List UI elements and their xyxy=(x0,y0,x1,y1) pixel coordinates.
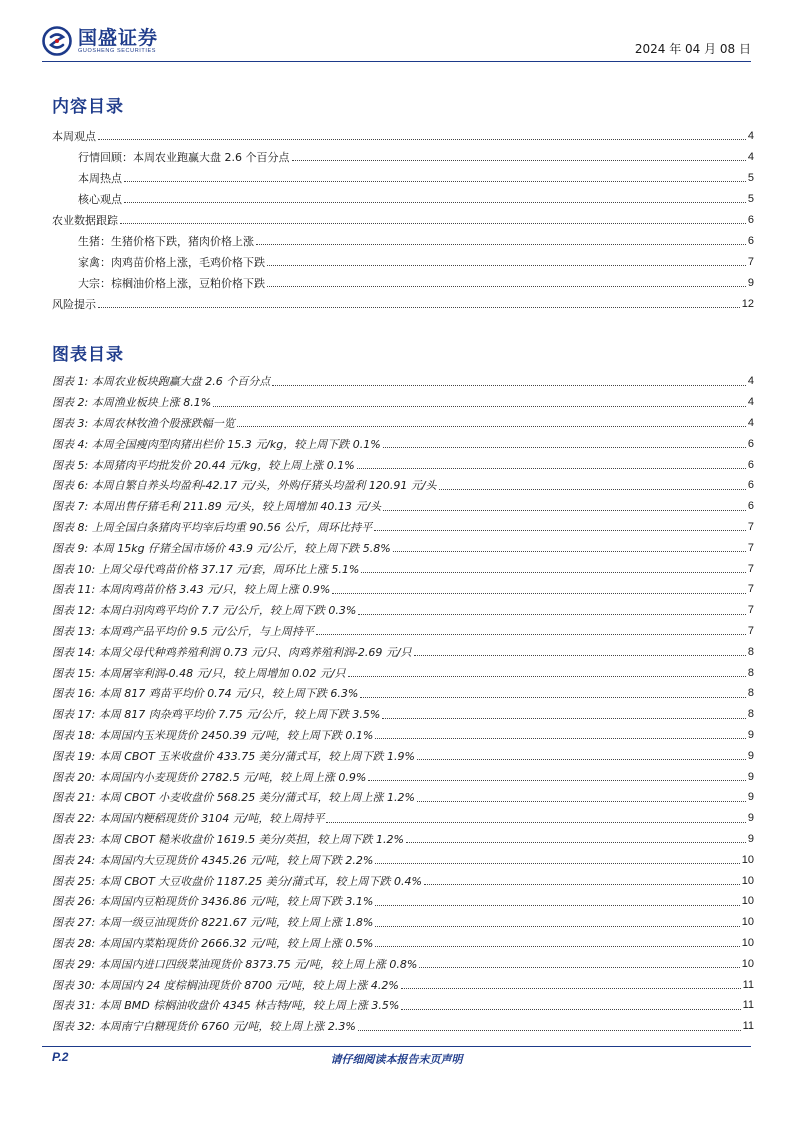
figure-entry-page: 9 xyxy=(747,770,754,783)
figure-entry-caption: 本周国内进口四级菜油现货价 8373.75 元/吨，较上周上涨 0.8% xyxy=(98,957,418,971)
figure-entry-text xyxy=(52,665,348,681)
figure-entry-text xyxy=(52,498,383,514)
figure-entry[interactable] xyxy=(52,621,754,642)
figure-entry-page: 7 xyxy=(747,541,754,554)
footer-divider xyxy=(42,1046,751,1047)
leader-dots xyxy=(267,286,746,287)
figure-entry-label: 图表 21: xyxy=(52,791,96,805)
figure-entry-text xyxy=(52,893,375,909)
leader-dots xyxy=(417,759,746,760)
leader-dots xyxy=(368,780,746,781)
figure-entry-text xyxy=(52,852,375,868)
leader-dots xyxy=(316,634,746,635)
figure-entry-page: 8 xyxy=(747,666,754,679)
contents-entry-text: 生猪：生猪价格下跌，猪肉价格上涨 xyxy=(78,234,254,248)
contents-entry-page: 12 xyxy=(741,297,754,310)
figure-entry[interactable] xyxy=(52,933,754,954)
figure-entry-text xyxy=(52,935,375,951)
figure-entry-text xyxy=(52,789,417,805)
figure-entry[interactable] xyxy=(52,870,754,891)
contents-entry-text: 本周热点 xyxy=(78,171,122,185)
figure-entry-text xyxy=(52,623,316,639)
figure-entry[interactable] xyxy=(52,517,754,538)
figure-entry-caption: 本周 CBOT 大豆收盘价 1187.25 美分/蒲式耳，较上周下跌 0.4% xyxy=(98,874,422,888)
figure-entry-caption: 本周国内大豆现货价 4345.26 元/吨，较上周下跌 2.2% xyxy=(98,853,374,867)
figure-entry-text xyxy=(52,415,237,431)
contents-entry-text: 核心观点 xyxy=(78,192,122,206)
leader-dots xyxy=(382,718,746,719)
figures-list xyxy=(52,371,754,1037)
figure-entry-caption: 本周南宁白糖现货价 6760 元/吨，较上周上涨 2.3% xyxy=(98,1020,356,1034)
figure-entry-caption: 本周全国瘦肉型肉猪出栏价 15.3 元/kg，较上周下跌 0.1% xyxy=(91,437,381,451)
contents-entry[interactable] xyxy=(52,230,754,251)
figure-entry[interactable] xyxy=(52,371,754,392)
figure-entry-caption: 本周出售仔猪毛利 211.89 元/头，较上周增加 40.13 元/头 xyxy=(91,500,382,514)
figure-entry-text xyxy=(52,810,326,826)
contents-entry-page: 4 xyxy=(747,129,754,142)
figure-entry[interactable] xyxy=(52,891,754,912)
figure-entry-label: 图表 28: xyxy=(52,936,96,950)
leader-dots xyxy=(256,244,746,245)
figure-entry-label: 图表 32: xyxy=(52,1020,96,1034)
leader-dots xyxy=(358,614,746,615)
figure-entry[interactable] xyxy=(52,808,754,829)
figure-entry-caption: 本周农林牧渔个股涨跌幅一览 xyxy=(91,416,235,430)
figure-entry-label: 图表 9: xyxy=(52,541,89,555)
figure-entry-label: 图表 19: xyxy=(52,749,96,763)
leader-dots xyxy=(375,905,739,906)
figure-entry[interactable] xyxy=(52,745,754,766)
leader-dots xyxy=(414,655,746,656)
figure-entry[interactable] xyxy=(52,849,754,870)
leader-dots xyxy=(383,447,746,448)
logo-english-name: GUOSHENG SECURITIES xyxy=(78,47,157,54)
figure-entry[interactable] xyxy=(52,392,754,413)
figure-entry-label: 图表 16: xyxy=(52,687,96,701)
figure-entry[interactable] xyxy=(52,496,754,517)
figure-entry-text xyxy=(52,373,272,389)
figure-entry-caption: 本周国内玉米现货价 2450.39 元/吨，较上周下跌 0.1% xyxy=(98,728,374,742)
contents-entry-text: 本周观点 xyxy=(52,129,96,143)
figure-entry-text xyxy=(52,602,358,618)
figure-entry-text xyxy=(52,769,368,785)
leader-dots xyxy=(417,801,746,802)
leader-dots xyxy=(357,468,746,469)
figure-entry[interactable] xyxy=(52,766,754,787)
figure-entry-page: 11 xyxy=(742,978,754,991)
figure-entry-label: 图表 15: xyxy=(52,666,96,680)
figure-entry-page: 11 xyxy=(742,999,754,1012)
figure-entry[interactable] xyxy=(52,829,754,850)
contents-entry[interactable] xyxy=(52,251,754,272)
figure-entry-caption: 本周自繁自养头均盈利-42.17 元/头，外购仔猪头均盈利 120.91 元/头 xyxy=(91,479,437,493)
figure-entry-page: 7 xyxy=(747,520,754,533)
figure-entry-label: 图表 10: xyxy=(52,562,96,576)
figure-entry-text xyxy=(52,1018,358,1034)
figure-entry-page: 9 xyxy=(747,749,754,762)
figure-entry-label: 图表 1: xyxy=(52,375,89,389)
figures-title: 图表目录 xyxy=(52,345,124,365)
figure-entry[interactable] xyxy=(52,1016,754,1037)
figure-entry-label: 图表 31: xyxy=(52,999,96,1013)
figure-entry[interactable] xyxy=(52,974,754,995)
figure-entry-page: 10 xyxy=(741,936,754,949)
leader-dots xyxy=(98,139,746,140)
figure-entry[interactable] xyxy=(52,995,754,1016)
figure-entry-caption: 本周 817 肉杂鸡平均价 7.75 元/公斤，较上周下跌 3.5% xyxy=(98,708,381,722)
figure-entry-caption: 本周国内粳稻现货价 3104 元/吨，较上周持平 xyxy=(98,812,325,826)
figure-entry-text xyxy=(52,519,374,535)
figure-entry-page: 9 xyxy=(747,832,754,845)
figure-entry-text xyxy=(52,561,361,577)
figure-entry-page: 8 xyxy=(747,708,754,721)
figure-entry-label: 图表 22: xyxy=(52,812,96,826)
figure-entry-caption: 本周父母代种鸡养殖利润 0.73 元/只、肉鸡养殖利润-2.69 元/只 xyxy=(98,645,412,659)
figure-entry-label: 图表 14: xyxy=(52,645,96,659)
figure-entry-page: 6 xyxy=(747,479,754,492)
figure-entry-caption: 本周国内小麦现货价 2782.5 元/吨，较上周上涨 0.9% xyxy=(98,770,367,784)
figure-entry-page: 4 xyxy=(747,396,754,409)
figure-entry-text xyxy=(52,706,382,722)
figure-entry-page: 7 xyxy=(747,562,754,575)
leader-dots xyxy=(375,946,739,947)
figure-entry-caption: 本周屠宰利润-0.48 元/只，较上周增加 0.02 元/只 xyxy=(98,666,346,680)
figure-entry-caption: 上周全国白条猪肉平均宰后均重 90.56 公斤，周环比持平 xyxy=(91,520,373,534)
figure-entry-label: 图表 27: xyxy=(52,916,96,930)
figure-entry-text xyxy=(52,977,401,993)
figure-entry-page: 10 xyxy=(741,916,754,929)
figure-entry-label: 图表 20: xyxy=(52,770,96,784)
figure-entry-page: 9 xyxy=(747,728,754,741)
leader-dots xyxy=(393,551,746,552)
figure-entry-label: 图表 26: xyxy=(52,895,96,909)
leader-dots xyxy=(361,572,746,573)
figure-entry-caption: 本周 817 鸡苗平均价 0.74 元/只，较上周下跌 6.3% xyxy=(98,687,359,701)
figure-entry[interactable] xyxy=(52,787,754,808)
figure-entry-text xyxy=(52,477,439,493)
figure-entry-text xyxy=(52,394,213,410)
figure-entry-page: 10 xyxy=(741,957,754,970)
disclaimer-note: 请仔细阅读本报告末页声明 xyxy=(330,1053,463,1066)
figure-entry-caption: 本周白羽肉鸡平均价 7.7 元/公斤，较上周下跌 0.3% xyxy=(98,604,357,618)
contents-entry[interactable] xyxy=(52,272,754,293)
figure-entry[interactable] xyxy=(52,579,754,600)
figure-entry[interactable] xyxy=(52,558,754,579)
figure-entry-label: 图表 24: xyxy=(52,853,96,867)
figure-entry-label: 图表 3: xyxy=(52,416,89,430)
contents-entry-page: 5 xyxy=(747,192,754,205)
figure-entry-text xyxy=(52,831,406,847)
figure-entry-caption: 本周 15kg 仔猪全国市场价 43.9 元/公斤，较上周下跌 5.8% xyxy=(91,541,391,555)
figure-entry-text xyxy=(52,457,357,473)
figure-entry[interactable] xyxy=(52,912,754,933)
leader-dots xyxy=(439,489,746,490)
figure-entry-text xyxy=(52,685,360,701)
figure-entry-caption: 本周 CBOT 糙米收盘价 1619.5 美分/英担，较上周下跌 1.2% xyxy=(98,832,404,846)
leader-dots xyxy=(237,426,746,427)
figure-entry-label: 图表 2: xyxy=(52,396,89,410)
figure-entry-text xyxy=(52,727,375,743)
figure-entry-text xyxy=(52,914,375,930)
figure-entry-page: 7 xyxy=(747,583,754,596)
leader-dots xyxy=(332,593,746,594)
figure-entry[interactable] xyxy=(52,725,754,746)
figure-entry-label: 图表 29: xyxy=(52,957,96,971)
figure-entry[interactable] xyxy=(52,413,754,434)
figure-entry-caption: 本周肉鸡苗价格 3.43 元/只，较上周上涨 0.9% xyxy=(98,583,331,597)
figure-entry-caption: 本周 CBOT 玉米收盘价 433.75 美分/蒲式耳，较上周下跌 1.9% xyxy=(98,749,415,763)
leader-dots xyxy=(348,676,746,677)
figure-entry-text xyxy=(52,540,393,556)
leader-dots xyxy=(326,822,745,823)
figure-entry-page: 4 xyxy=(747,375,754,388)
leader-dots xyxy=(406,842,746,843)
figure-entry-label: 图表 12: xyxy=(52,604,96,618)
leader-dots xyxy=(419,967,739,968)
leader-dots xyxy=(120,223,746,224)
figure-entry-label: 图表 18: xyxy=(52,728,96,742)
contents-entry[interactable] xyxy=(52,209,754,230)
logo-chinese-name: 国盛证券 xyxy=(78,26,159,49)
contents-list xyxy=(52,125,754,314)
figure-entry-label: 图表 25: xyxy=(52,874,96,888)
contents-entry-text: 农业数据跟踪 xyxy=(52,213,118,227)
figure-entry-label: 图表 6: xyxy=(52,479,89,493)
figure-entry-page: 4 xyxy=(747,416,754,429)
leader-dots xyxy=(98,307,740,308)
figure-entry-label: 图表 17: xyxy=(52,708,96,722)
figure-entry[interactable] xyxy=(52,433,754,454)
figure-entry-page: 9 xyxy=(747,791,754,804)
contents-entry-page: 7 xyxy=(747,255,754,268)
figure-entry-text xyxy=(52,748,417,764)
figure-entry-text xyxy=(52,644,414,660)
leader-dots xyxy=(272,385,746,386)
figure-entry-label: 图表 30: xyxy=(52,978,96,992)
contents-entry-page: 9 xyxy=(747,276,754,289)
figure-entry[interactable] xyxy=(52,454,754,475)
contents-entry-page: 5 xyxy=(747,171,754,184)
figure-entry-caption: 本周 BMD 棕榈油收盘价 4345 林吉特/吨，较上周上涨 3.5% xyxy=(98,999,400,1013)
figure-entry-caption: 本周农业板块跑赢大盘 2.6 个百分点 xyxy=(91,375,271,389)
contents-entry-page: 4 xyxy=(747,150,754,163)
figure-entry-label: 图表 5: xyxy=(52,458,89,472)
figure-entry-caption: 本周国内 24 度棕榈油现货价 8700 元/吨，较上周上涨 4.2% xyxy=(98,978,399,992)
leader-dots xyxy=(360,697,746,698)
figure-entry-caption: 本周国内豆粕现货价 3436.86 元/吨，较上周下跌 3.1% xyxy=(98,895,374,909)
figure-entry-page: 6 xyxy=(747,500,754,513)
figure-entry[interactable] xyxy=(52,641,754,662)
figure-entry[interactable] xyxy=(52,475,754,496)
figure-entry[interactable] xyxy=(52,683,754,704)
figure-entry-label: 图表 7: xyxy=(52,500,89,514)
figure-entry-label: 图表 8: xyxy=(52,520,89,534)
figure-entry-page: 6 xyxy=(747,437,754,450)
leader-dots xyxy=(292,160,746,161)
figure-entry[interactable] xyxy=(52,600,754,621)
figure-entry-caption: 本周鸡产品平均价 9.5 元/公斤，与上周持平 xyxy=(98,624,314,638)
contents-entry[interactable] xyxy=(52,146,754,167)
contents-entry-text: 家禽：肉鸡苗价格上涨，毛鸡价格下跌 xyxy=(78,255,265,269)
contents-entry[interactable] xyxy=(52,125,754,146)
figure-entry-page: 9 xyxy=(747,812,754,825)
figure-entry[interactable] xyxy=(52,662,754,683)
leader-dots xyxy=(375,926,739,927)
figure-entry[interactable] xyxy=(52,537,754,558)
figure-entry-text xyxy=(52,436,383,452)
contents-entry[interactable] xyxy=(52,293,754,314)
figure-entry-caption: 本周国内菜粕现货价 2666.32 元/吨，较上周上涨 0.5% xyxy=(98,936,374,950)
contents-entry-page: 6 xyxy=(747,213,754,226)
contents-entry-text: 大宗：棕榈油价格上涨，豆粕价格下跌 xyxy=(78,276,265,290)
figure-entry[interactable] xyxy=(52,953,754,974)
leader-dots xyxy=(375,863,739,864)
contents-entry-text: 风险提示 xyxy=(52,297,96,311)
figure-entry-text xyxy=(52,581,332,597)
figure-entry-page: 7 xyxy=(747,604,754,617)
figure-entry-label: 图表 11: xyxy=(52,583,96,597)
figure-entry-page: 8 xyxy=(747,687,754,700)
leader-dots xyxy=(375,738,746,739)
page-header xyxy=(0,0,793,70)
figure-entry-label: 图表 13: xyxy=(52,624,96,638)
leader-dots xyxy=(358,1030,741,1031)
figure-entry-page: 6 xyxy=(747,458,754,471)
figure-entry-page: 10 xyxy=(741,874,754,887)
figure-entry-label: 图表 23: xyxy=(52,832,96,846)
figure-entry-text xyxy=(52,997,401,1013)
figure-entry-page: 11 xyxy=(742,1020,754,1033)
figure-entry-page: 10 xyxy=(741,853,754,866)
leader-dots xyxy=(213,406,746,407)
figure-entry-caption: 本周 CBOT 小麦收盘价 568.25 美分/蒲式耳，较上周上涨 1.2% xyxy=(98,791,415,805)
contents-entry[interactable] xyxy=(52,167,754,188)
leader-dots xyxy=(424,884,740,885)
leader-dots xyxy=(124,202,746,203)
report-date: 2024 年 04 月 08 日 xyxy=(634,42,751,56)
leader-dots xyxy=(401,988,741,989)
figure-entry-page: 10 xyxy=(741,895,754,908)
figure-entry-text xyxy=(52,956,419,972)
page-number: P.2 xyxy=(52,1050,69,1064)
figure-entry-page: 7 xyxy=(747,624,754,637)
figure-entry-label: 图表 4: xyxy=(52,437,89,451)
contents-entry-text: 行情回顾：本周农业跑赢大盘 2.6 个百分点 xyxy=(78,150,290,164)
contents-title: 内容目录 xyxy=(52,97,124,117)
leader-dots xyxy=(267,265,746,266)
figure-entry-caption: 上周父母代鸡苗价格 37.17 元/套，周环比上涨 5.1% xyxy=(98,562,360,576)
leader-dots xyxy=(401,1009,740,1010)
leader-dots xyxy=(383,510,746,511)
leader-dots xyxy=(124,181,746,182)
figure-entry[interactable] xyxy=(52,704,754,725)
company-logo xyxy=(42,26,158,56)
contents-entry-page: 6 xyxy=(747,234,754,247)
contents-entry[interactable] xyxy=(52,188,754,209)
figure-entry-text xyxy=(52,873,424,889)
leader-dots xyxy=(374,530,746,531)
figure-entry-caption: 本周猪肉平均批发价 20.44 元/kg，较上周上涨 0.1% xyxy=(91,458,355,472)
figure-entry-caption: 本周渔业板块上涨 8.1% xyxy=(91,396,212,410)
figure-entry-page: 8 xyxy=(747,645,754,658)
header-divider xyxy=(42,61,751,62)
figure-entry-caption: 本周一级豆油现货价 8221.67 元/吨，较上周上涨 1.8% xyxy=(98,916,374,930)
guosheng-logo-icon xyxy=(42,26,72,56)
